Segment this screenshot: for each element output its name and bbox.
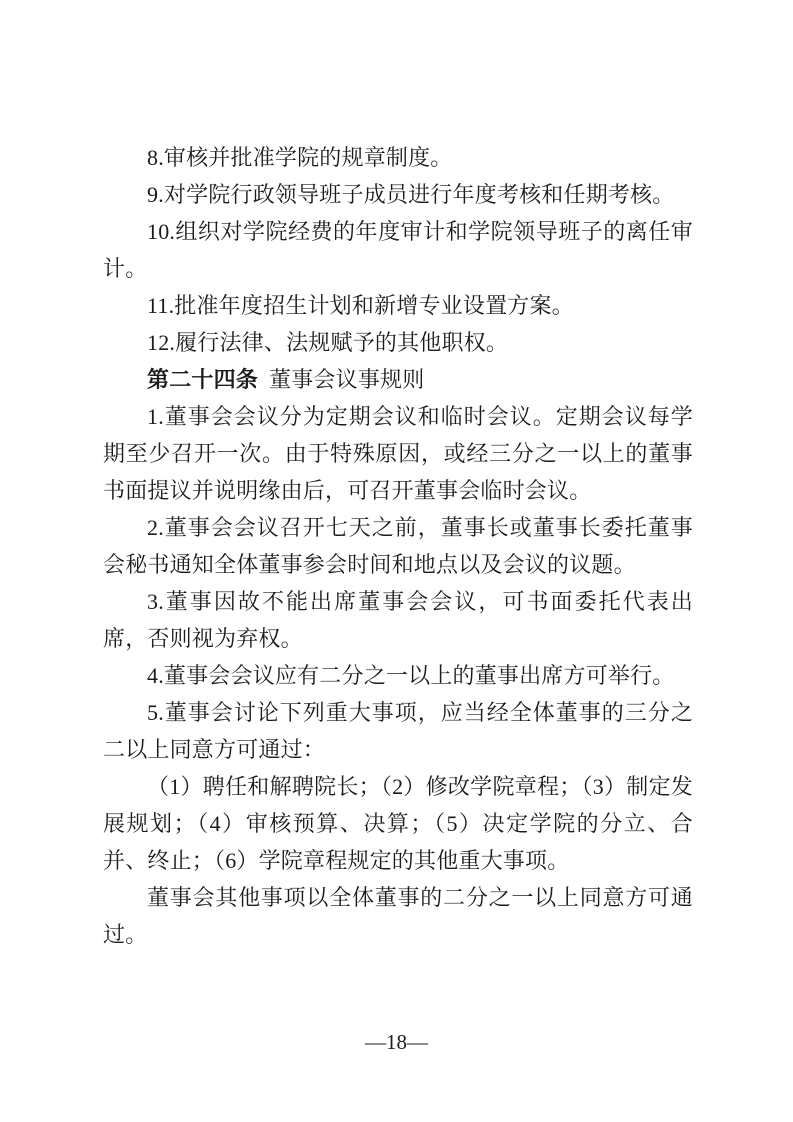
paragraph-rule-2: 2.董事会会议召开七天之前，董事长或董事长委托董事会秘书通知全体董事参会时间和地点以及会议的议题。 [103,515,693,577]
document-body [103,139,693,953]
paragraph-major-items: （1）聘任和解聘院长；（2）修改学院章程；（3）制定发展规划；（4）审核预算、决算；（5）决定学院的分立、合并、终止；（6）学院章程规定的其他重大事项。 [103,774,693,873]
paragraph-duty-12: 12.履行法律、法规赋予的其他职权。 [147,330,509,355]
paragraph-duty-10: 10.组织对学院经费的年度审计和学院领导班子的离任审计。 [103,219,693,281]
article-number: 第二十四条 [147,367,259,392]
article-24-heading [103,361,693,398]
paragraph-other-items: 董事会其他事项以全体董事的二分之一以上同意方可通过。 [103,885,693,947]
paragraph-duty-8: 8.审核并批准学院的规章制度。 [147,145,453,170]
paragraph-duty-9: 9.对学院行政领导班子成员进行年度考核和任期考核。 [147,182,675,207]
paragraph-rule-1: 1.董事会会议分为定期会议和临时会议。定期会议每学期至少召开一次。由于特殊原因，或经三分之一以上的董事书面提议并说明缘由后，可召开董事会临时会议。 [103,404,693,503]
paragraph-rule-5: 5.董事会讨论下列重大事项，应当经全体董事的三分之二以上同意方可通过： [103,700,693,762]
paragraph-rule-4: 4.董事会会议应有二分之一以上的董事出席方可举行。 [147,663,675,688]
article-title: 董事会议事规则 [269,367,425,392]
paragraph-rule-3: 3.董事因故不能出席董事会会议，可书面委托代表出席，否则视为弃权。 [103,589,693,651]
page-number: —18— [365,1030,428,1054]
page-footer [0,1030,793,1055]
paragraph-duty-11: 11.批准年度招生计划和新增专业设置方案。 [147,293,574,318]
